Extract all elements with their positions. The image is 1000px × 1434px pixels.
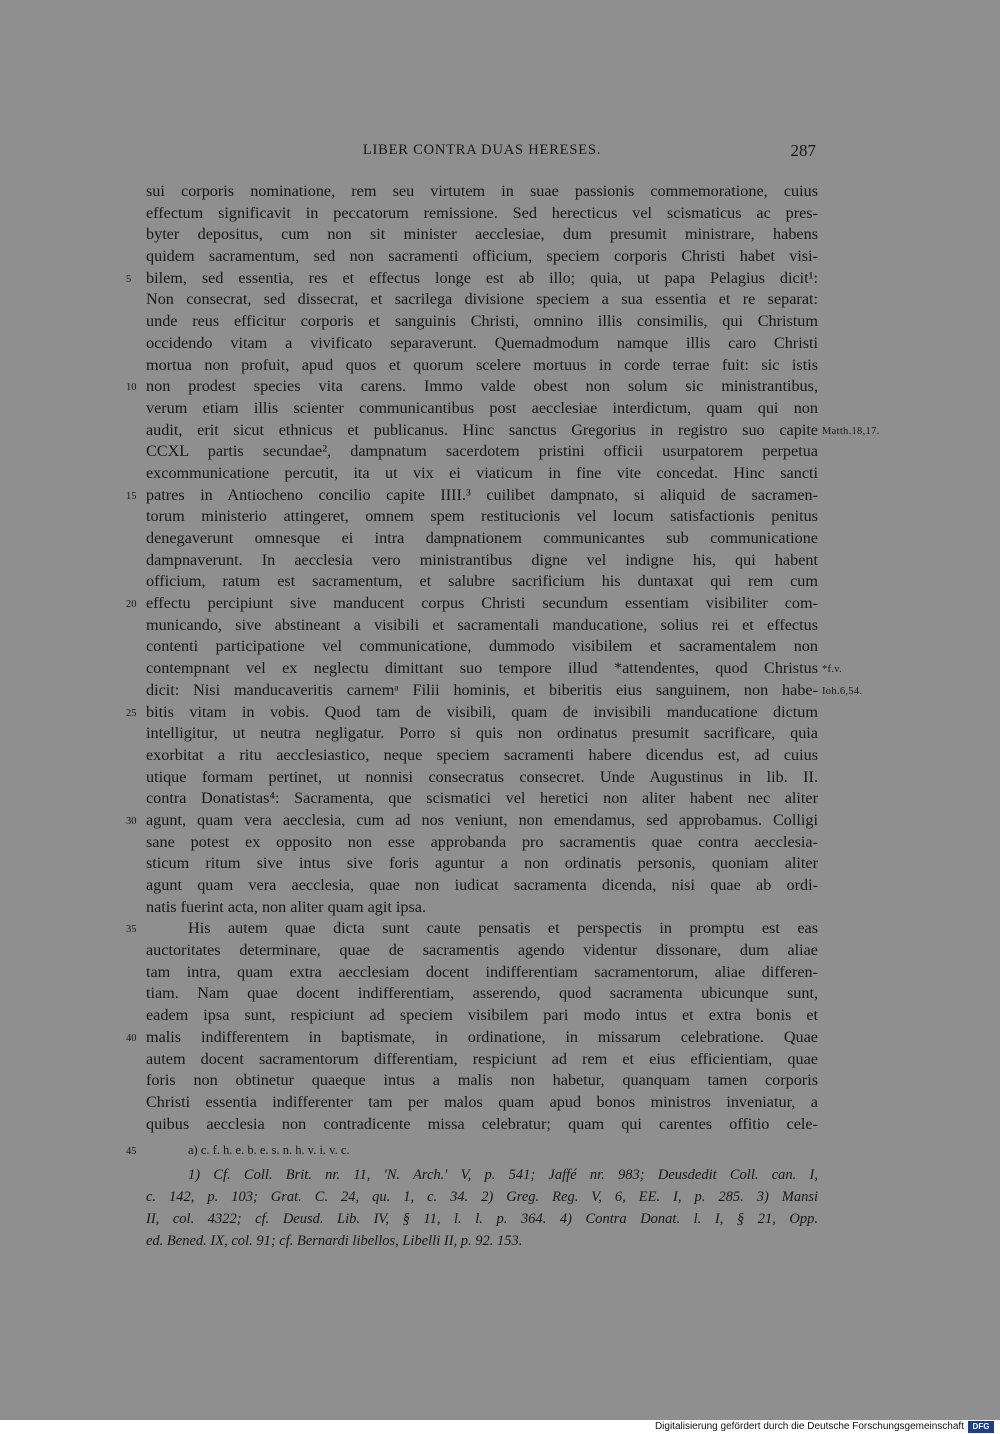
text-line: [146, 983, 818, 1005]
text-line: [146, 832, 818, 854]
margin-reference: Ioh.6,54.: [822, 685, 863, 697]
footnote-text: II, col. 4322; cf. Deusd. Lib. IV, § 11, l. l. p. 364. 4) Contra Donat. l. I, § 21, Opp.: [146, 1211, 818, 1227]
line-text: quidem sacramentum, sed non sacramenti officium, speciem corporis Christi habet visi-: [146, 247, 818, 266]
text-line: [146, 528, 818, 550]
line-text: agunt, quam vera aecclesia, cum ad nos veniunt, non emendamus, sed approbamus. Colligi: [146, 810, 818, 829]
text-line: [146, 1070, 818, 1092]
line-text: contempnant vel ex neglectu dimittant suo tempore illud *attendentes, quod Christus: [146, 659, 818, 678]
line-text: unde reus efficitur corporis et sanguinis Christi, omnino illis consimilis, qui Christum: [146, 312, 818, 331]
page-number: 287: [790, 141, 816, 160]
text-line: [146, 745, 818, 767]
page-header: [146, 142, 818, 164]
text-line: [126, 268, 818, 290]
line-number: 45: [126, 1146, 137, 1157]
text-line: [126, 810, 818, 832]
line-number: 30: [126, 815, 137, 827]
line-number: 25: [126, 707, 137, 719]
text-line: [146, 636, 818, 658]
line-text: agunt quam vera aecclesia, quae non iudicat sacramenta dicenda, nisi quae ab ordi-: [146, 876, 818, 894]
text-line: [146, 940, 818, 962]
line-text: byter depositus, cum non sit minister aecclesiae, dum presumit ministrare, habens: [146, 225, 818, 244]
text-line: [146, 224, 818, 246]
line-text: mortua non profuit, apud quos et quorum scelere mortuus in corde terrae fuit: sic istis: [146, 355, 818, 374]
text-line: [146, 680, 863, 702]
text-line: [146, 420, 880, 442]
line-text: tiam. Nam quae docent indifferentiam, asserendo, quod sacramenta ubicunque sunt,: [146, 984, 818, 1003]
text-line: [146, 1114, 818, 1136]
margin-reference: *f.v.: [822, 664, 843, 676]
line-text: dampnaverunt. In aecclesia vero ministrantibus digne vel indigne his, qui habent: [146, 550, 818, 569]
footnote-line: [146, 1230, 818, 1252]
footnote-text: c. 142, p. 103; Grat. C. 24, qu. 1, c. 34. 2) Greg. Reg. V, 6, EE. I, p. 285. 3) Mansi: [146, 1189, 818, 1205]
line-text: audit, erit sicut ethnicus et publicanus. Hinc sanctus Gregorius in registro suo capite: [146, 420, 818, 439]
apparatus-text: a) c. f. h. e. b. e. s. n. h. v. i. v. c.: [188, 1143, 350, 1157]
line-text: denegaverunt omnesque ei intra dampnationem communicantes sub communicatione: [146, 529, 818, 547]
line-text: municando, sive abstineant a visibili et sacramentali manducatione, solius rei et effectus: [146, 615, 818, 634]
footnotes: [146, 1164, 818, 1252]
text-line: [146, 441, 818, 463]
text-line: [146, 398, 818, 420]
line-text: verum etiam illis scienter communicantibus post aecclesiae interdictum, quam qui non: [146, 398, 818, 417]
line-number: 5: [126, 273, 132, 285]
apparatus-line: [126, 1140, 818, 1160]
line-text: utique formam pertinet, ut nonnisi consecratus consecret. Unde Augustinus in lib. II.: [146, 767, 818, 786]
text-line: [146, 506, 818, 528]
line-text: excommunicatione percutit, ita ut vix ei viaticum in fine vite concedat. Hinc sancti: [146, 463, 818, 482]
text-line: [146, 658, 843, 680]
line-text: quibus aecclesia non contradicente missa celebratur; quam qui carentes offitio cele-: [146, 1114, 818, 1133]
critical-apparatus: [126, 1140, 818, 1160]
text-line: [146, 203, 818, 225]
line-text: autem docent sacramentorum differentiam, respiciunt ad rem et eius efficientiam, quae: [146, 1049, 818, 1068]
line-text: torum ministerio attingeret, omnem spem restitucionis vel locum satisfactionis penitus: [146, 507, 818, 526]
line-text: Christi essentia indifferenter tam per malos quam apud bonos ministros inveniatur, a: [146, 1092, 818, 1111]
text-line: [146, 1005, 818, 1027]
text-line: [146, 875, 818, 897]
text-line: [126, 376, 818, 398]
line-text: dicit: Nisi manducaveritis carnemᵃ Filii hominis, et biberitis eius sanguinem, non habe-: [146, 680, 818, 699]
line-text: intelligitur, ut neutra negligatur. Porro si quis non ordinatus presumit sacrificare, quia: [146, 724, 818, 743]
line-text: His autem quae dicta sunt caute pensatis et perspectis in promptu est eas: [188, 919, 818, 938]
line-text: sticum ritum sive intus sive foris aguntur a non ordinatis personis, quoniam aliter: [146, 854, 818, 873]
text-line: [146, 1049, 818, 1071]
line-number: 10: [126, 382, 137, 394]
text-line: [146, 333, 818, 355]
line-text: non prodest species vita carens. Immo valde obest non solum sic ministrantibus,: [146, 377, 818, 396]
funding-credit: Digitalisierung gefördert durch die Deutsche Forschungsgemeinschaft: [654, 1421, 964, 1432]
line-text: CCXL partis secundae², dampnatum sacerdotem pristini officii usurpatorem perpetua: [146, 442, 818, 461]
line-text: effectu percipiunt sive manducent corpus Christi secundum essentiam visibiliter com-: [146, 594, 818, 613]
text-line: [126, 593, 818, 615]
text-line: [146, 767, 818, 789]
line-text: bilem, sed essentia, res et effectus longe est ab illo; quia, ut papa Pelagius dicit¹:: [146, 268, 818, 287]
line-text: auctoritates determinare, quae de sacramentis agendo videntur dissonare, dum aliae: [146, 941, 818, 960]
line-text: exorbitat a ritu aecclesiastico, neque speciem sacramenti habere dicendus est, ad cuius: [146, 745, 818, 764]
text-line: [146, 615, 818, 637]
text-line: [146, 311, 818, 333]
text-line: [146, 962, 818, 984]
digitization-footer: [0, 1420, 1000, 1434]
dfg-logo: DFG: [968, 1421, 994, 1433]
line-text: sane potest ex opposito non esse approbanda pro sacramentis quae contra aecclesia-: [146, 832, 818, 851]
text-line: [146, 571, 818, 593]
text-line: [126, 485, 818, 507]
text-line: [146, 355, 818, 377]
line-text: natis fuerint acta, non aliter quam agit ipsa.: [146, 897, 427, 916]
line-number: 15: [126, 490, 137, 502]
line-text: foris non obtinetur quaeque intus a malis non habetur, quanquam tamen corporis: [146, 1071, 818, 1090]
line-text: occidendo vitam a vivificato separaverunt. Quemadmodum namque illis caro Christi: [146, 333, 818, 352]
margin-reference: Matth.18,17.: [822, 425, 880, 437]
line-text: effectum significavit in peccatorum remissione. Sed herecticus vel scismaticus ac pres-: [146, 203, 818, 222]
line-text: patres in Antiocheno concilio capite IIII.³ cuilibet dampnato, si aliquid de sacramen-: [146, 485, 818, 504]
line-text: Non consecrat, sed dissecrat, et sacrilega divisione speciem a sua essentia et re separat:: [146, 290, 818, 309]
line-text: eadem ipsa sunt, respiciunt ad speciem visibilem pari modo intus et extra bonis et: [146, 1006, 818, 1025]
footnote-line: [146, 1164, 818, 1186]
text-line: [146, 897, 818, 919]
text-line: [146, 181, 818, 203]
line-text: contenti participatione vel communicatione, dummodo visibilem et sacramentalem non: [146, 637, 818, 656]
text-line: [146, 289, 818, 311]
line-number: 35: [126, 924, 137, 936]
footnote-text: 1) Cf. Coll. Brit. nr. 11, 'N. Arch.' V, p. 541; Jaffé nr. 983; Deusdedit Coll. can. I,: [188, 1167, 818, 1183]
line-text: contra Donatistas⁴: Sacramenta, que scismatici vel heretici non aliter habent nec aliter: [146, 789, 818, 808]
footnote-text: ed. Bened. IX, col. 91; cf. Bernardi libellos, Libelli II, p. 92. 153.: [146, 1233, 523, 1249]
footnote-line: [146, 1208, 818, 1230]
text-line: [146, 463, 818, 485]
footnote-line: [146, 1186, 818, 1208]
text-line: [126, 702, 818, 724]
line-text: tam intra, quam extra aecclesiam docent indifferentiam sacramentorum, aliae differen-: [146, 962, 818, 981]
line-text: bitis vitam in vobis. Quod tam de visibili, quam de invisibili manducatione dictum: [146, 702, 818, 721]
text-line: [146, 853, 818, 875]
text-line: [146, 723, 818, 745]
text-line: [146, 550, 818, 572]
line-text: sui corporis nominatione, rem seu virtutem in suae passionis commemoratione, cuius: [146, 182, 818, 200]
line-text: malis indifferentem in baptismate, in ordinatione, in missarum celebratione. Quae: [146, 1027, 818, 1046]
text-line: [146, 1092, 818, 1114]
text-line: [126, 918, 818, 940]
text-line: [146, 246, 818, 268]
line-text: officium, ratum est sacramentum, et salubre sacrificium his duntaxat qui rem cum: [146, 572, 818, 591]
line-number: 20: [126, 599, 137, 611]
text-line: [126, 1027, 818, 1049]
main-text: [126, 181, 880, 1135]
line-number: 40: [126, 1032, 137, 1044]
running-title: LIBER CONTRA DUAS HERESES.: [362, 142, 602, 158]
text-line: [146, 788, 818, 810]
